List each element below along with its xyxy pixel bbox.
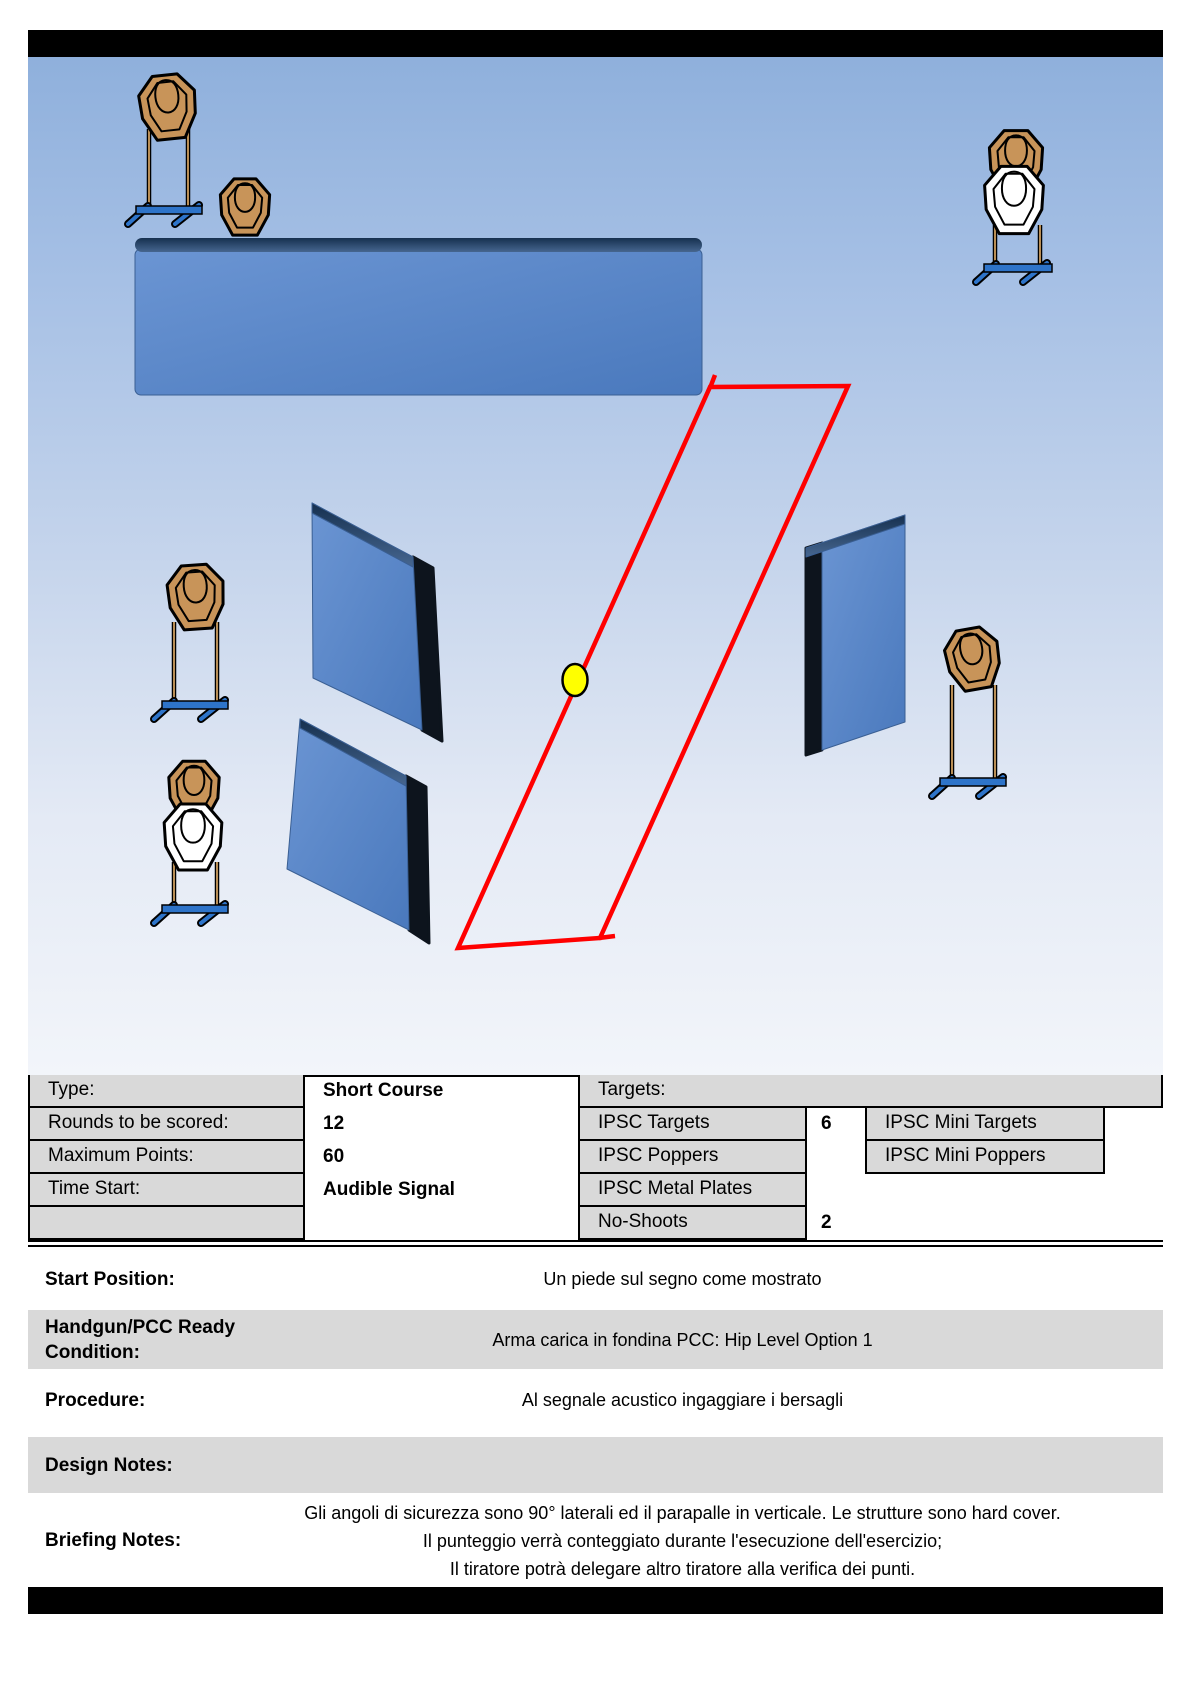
table-count-metal-plates	[807, 1174, 865, 1207]
fault-line-boundary	[458, 386, 848, 948]
start-position-label: Start Position:	[45, 1268, 175, 1290]
table-label-poppers: IPSC Poppers	[578, 1141, 807, 1174]
start-position-marker	[563, 664, 588, 696]
design-notes-value	[210, 1437, 1155, 1493]
stage-diagram	[28, 57, 1163, 1075]
detail-row-ready-condition	[28, 1310, 1163, 1369]
ipsc-target	[166, 563, 226, 631]
table-count-mini-poppers	[1105, 1141, 1163, 1174]
wall-left-upper	[312, 503, 442, 741]
table-value-max-points: 60	[323, 1146, 345, 1168]
table-count-mini-targets	[1105, 1108, 1163, 1141]
wall-right	[806, 515, 905, 755]
fault-line-tick	[599, 936, 615, 938]
table-label-type: Type:	[28, 1075, 305, 1108]
target-stand	[154, 622, 228, 719]
table-label-max-points: Maximum Points:	[28, 1141, 305, 1174]
procedure-label: Procedure:	[45, 1389, 146, 1411]
footer-bar	[28, 1587, 1163, 1614]
table-label-time-start: Time Start:	[28, 1174, 305, 1207]
header-bar	[28, 30, 1163, 57]
detail-row-procedure	[28, 1375, 1163, 1425]
stage-diagram-canvas	[28, 57, 1163, 1075]
detail-row-start-position	[28, 1252, 1163, 1306]
table-value-type: Short Course	[323, 1080, 444, 1102]
table-targets-header: Targets:	[578, 1075, 1163, 1108]
briefing-notes-label: Briefing Notes:	[45, 1530, 182, 1551]
briefing-line-3: Il tiratore potrà delegare altro tiratore alla verifica dei punti.	[449, 1558, 916, 1579]
start-position-value: Un piede sul segno come mostrato	[543, 1269, 822, 1289]
wall-left-lower	[287, 719, 429, 943]
wall-back	[135, 238, 702, 395]
table-label-rounds: Rounds to be scored:	[28, 1108, 305, 1141]
table-label-ipsc-targets: IPSC Targets	[578, 1108, 807, 1141]
table-count-no-shoots: 2	[821, 1212, 832, 1234]
target-stand	[932, 685, 1006, 796]
ipsc-target	[220, 179, 269, 235]
table-label-mini-poppers: IPSC Mini Poppers	[865, 1141, 1105, 1174]
briefing-line-2: Il punteggio verrà conteggiato durante l'esecuzione dell'esercizio;	[422, 1530, 943, 1551]
procedure-value: Al segnale acustico ingaggiare i bersagli	[521, 1390, 844, 1410]
table-count-ipsc-targets: 6	[821, 1113, 832, 1135]
detail-row-design-notes	[28, 1437, 1163, 1493]
table-count-poppers	[807, 1141, 865, 1174]
table-value-rounds: 12	[323, 1113, 345, 1135]
ready-condition-value: Arma carica in fondina PCC: Hip Level Option 1	[492, 1329, 873, 1350]
ipsc-target	[942, 624, 1005, 693]
table-label-empty	[28, 1207, 305, 1240]
target-stand	[128, 129, 202, 224]
no-shoot-target	[164, 804, 222, 870]
table-label-mini-targets: IPSC Mini Targets	[865, 1108, 1105, 1141]
briefing-notes-value	[210, 1497, 1155, 1584]
table-label-no-shoots: No-Shoots	[578, 1207, 807, 1240]
detail-row-briefing-notes	[28, 1497, 1163, 1584]
table-label-metal-plates: IPSC Metal Plates	[578, 1174, 807, 1207]
design-notes-label: Design Notes:	[45, 1454, 173, 1476]
briefing-line-1: Gli angoli di sicurezza sono 90° laterali ed il parapalle in verticale. Le strutture sono hard cover.	[304, 1502, 1061, 1523]
no-shoot-target	[985, 166, 1044, 233]
table-bottom-border	[28, 1240, 1163, 1247]
table-value-time-start: Audible Signal	[323, 1179, 455, 1201]
table-value-empty	[305, 1207, 565, 1240]
ready-condition-label: Handgun/PCC Ready Condition:	[45, 1316, 236, 1363]
